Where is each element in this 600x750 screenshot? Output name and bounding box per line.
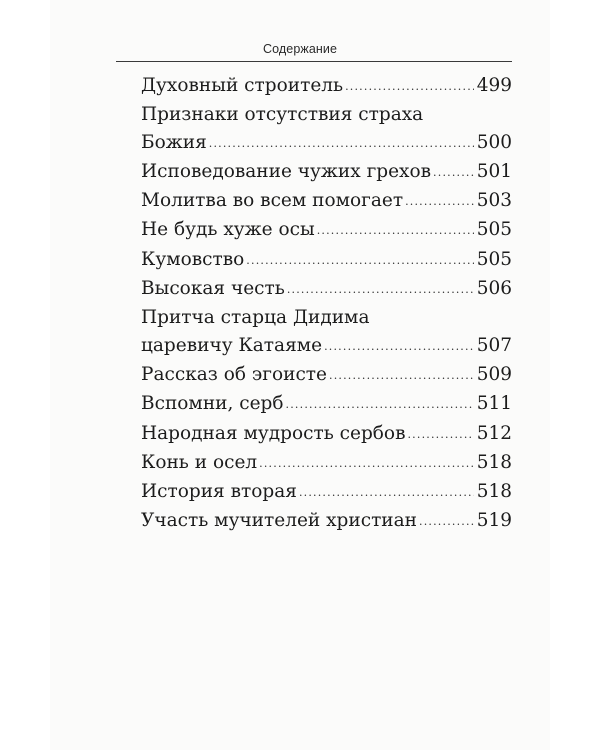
dot-leader (287, 276, 474, 303)
toc-entry[interactable] (141, 390, 512, 419)
toc-entry-title: История вторая (141, 481, 297, 503)
toc-entry[interactable] (141, 420, 512, 449)
toc-entry-title-line1: Притча старца Дидима (141, 307, 370, 329)
toc-entry-page: 499 (476, 75, 512, 96)
toc-entry[interactable] (141, 304, 512, 361)
table-of-contents (141, 72, 512, 537)
toc-entry[interactable] (141, 478, 512, 507)
toc-entry-page: 505 (476, 219, 512, 241)
toc-entry[interactable] (141, 101, 512, 158)
toc-entry-page: 506 (476, 278, 512, 300)
dot-leader (407, 421, 473, 448)
dot-leader (246, 247, 473, 274)
toc-entry[interactable] (141, 72, 512, 101)
toc-entry-page: 505 (476, 248, 512, 270)
toc-entry-title: Не будь хуже осы (141, 219, 315, 241)
toc-entry[interactable] (141, 507, 512, 536)
toc-entry[interactable] (141, 449, 512, 478)
toc-entry-page: 503 (476, 190, 512, 212)
toc-entry-title: Вспомни, серб (141, 393, 284, 415)
dot-leader (405, 188, 474, 215)
toc-entry[interactable] (141, 158, 512, 187)
dot-leader (286, 391, 474, 418)
toc-entry-title: Кумовство (141, 248, 245, 270)
toc-entry-page: 511 (476, 393, 512, 415)
toc-entry[interactable] (141, 361, 512, 390)
toc-entry-title: Духовный строитель (141, 75, 344, 96)
toc-entry-page: 501 (476, 160, 512, 182)
toc-entry-title: Конь и осел (141, 451, 258, 473)
dot-leader (324, 333, 474, 360)
toc-entry-page: 509 (476, 363, 512, 385)
toc-entry-title: царевичу Катаяме (141, 334, 323, 356)
toc-entry-page: 507 (476, 334, 512, 356)
toc-entry-title: Высокая честь (141, 278, 285, 300)
toc-entry[interactable] (141, 246, 512, 275)
toc-entry-title: Исповедование чужих грехов (141, 160, 432, 182)
dot-leader (299, 479, 474, 506)
toc-entry-title-line1: Признаки отсутствия страха (141, 104, 424, 126)
running-head: Содержание (262, 42, 338, 56)
toc-entry-title: Божия (141, 131, 207, 153)
toc-entry[interactable] (141, 275, 512, 304)
dot-leader (345, 73, 474, 100)
dot-leader (209, 130, 474, 157)
book-page (50, 0, 550, 750)
header-rule-divider (116, 61, 512, 62)
toc-entry-page: 518 (476, 451, 512, 473)
dot-leader (329, 362, 474, 389)
dot-leader (259, 450, 474, 477)
toc-entry-page: 500 (476, 131, 512, 153)
toc-entry-title: Участь мучителей христиан (141, 510, 418, 532)
toc-entry[interactable] (141, 216, 512, 245)
dot-leader (317, 217, 474, 244)
toc-entry[interactable] (141, 187, 512, 216)
dot-leader (433, 159, 474, 186)
toc-entry-page: 519 (476, 510, 512, 532)
toc-entry-title: Народная мудрость сербов (141, 422, 406, 444)
toc-entry-title: Рассказ об эгоисте (141, 363, 327, 385)
toc-entry-title: Молитва во всем помогает (141, 190, 404, 212)
dot-leader (419, 508, 474, 535)
toc-entry-page: 518 (476, 481, 512, 503)
toc-entry-page: 512 (476, 422, 512, 444)
